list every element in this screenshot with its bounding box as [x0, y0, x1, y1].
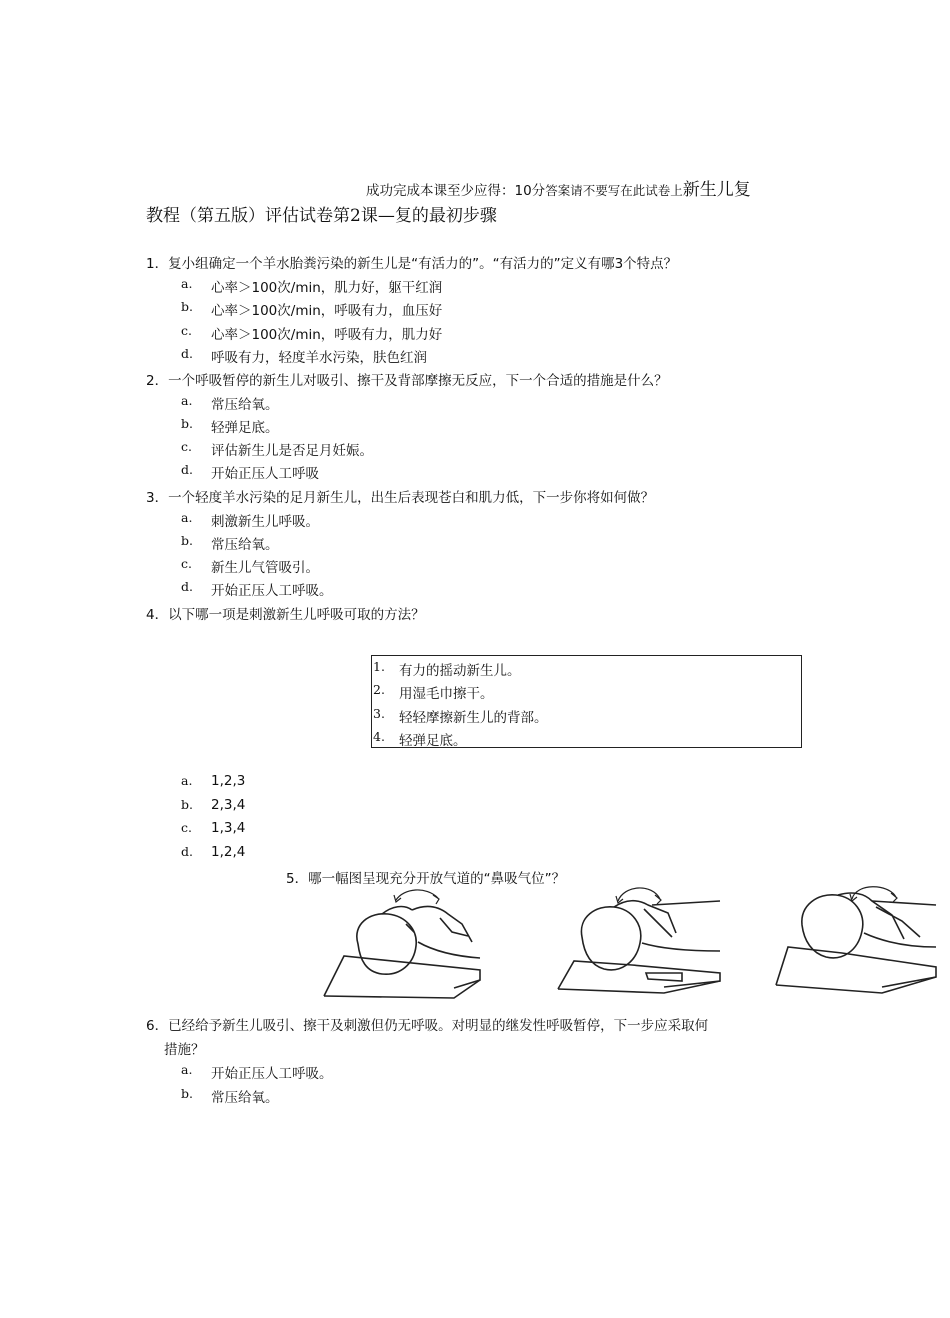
- header-requirement-line: [366, 175, 751, 200]
- box-item-2: 2. 用湿毛巾擦干。: [373, 682, 494, 702]
- note-text: 答案请不要写在此试卷上: [545, 183, 683, 198]
- infant-head-position-figure-a: [322, 884, 484, 1002]
- question-4-text: 4．以下哪一项是刺激新生儿呼吸可取的方法？: [146, 607, 425, 623]
- infant-head-position-figure-c: [772, 881, 937, 999]
- box-item-4: 4. 轻弹足底。: [373, 729, 467, 749]
- question-6-text-line1: 6．已经给予新生儿吸引、擦干及刺激但仍无呼吸。对明显的继发性呼吸暂停，下一步应采取何: [146, 1018, 709, 1034]
- title-part1: 新生儿复: [682, 180, 751, 200]
- stimulation-methods-box: [371, 655, 802, 748]
- page-title: 教程（第五版）评估试卷第2课—复的最初步骤: [146, 206, 497, 226]
- question-3-text: 3．一个轻度羊水污染的足月新生儿，出生后表现苍白和肌力低，下一步你将如何做？: [146, 490, 655, 506]
- question-5-text: 5．哪一幅图呈现充分开放气道的“鼻吸气位”？: [286, 871, 566, 887]
- box-item-3: 3. 轻轻摩擦新生儿的背部。: [373, 706, 548, 726]
- question-6-text-line2: 措施？: [164, 1042, 205, 1058]
- box-item-1: 1. 有力的摇动新生儿。: [373, 659, 521, 679]
- question-2-text: 2．一个呼吸暂停的新生儿对吸引、擦干及背部摩擦无反应，下一个合适的措施是什么？: [146, 373, 668, 389]
- question-1-text: 1．复小组确定一个羊水胎粪污染的新生儿是“有活力的”。“有活力的”定义有哪3个特点？: [146, 256, 678, 272]
- requirement-text: 成功完成本课至少应得：10分: [366, 183, 546, 199]
- infant-head-position-figure-b: [552, 881, 722, 999]
